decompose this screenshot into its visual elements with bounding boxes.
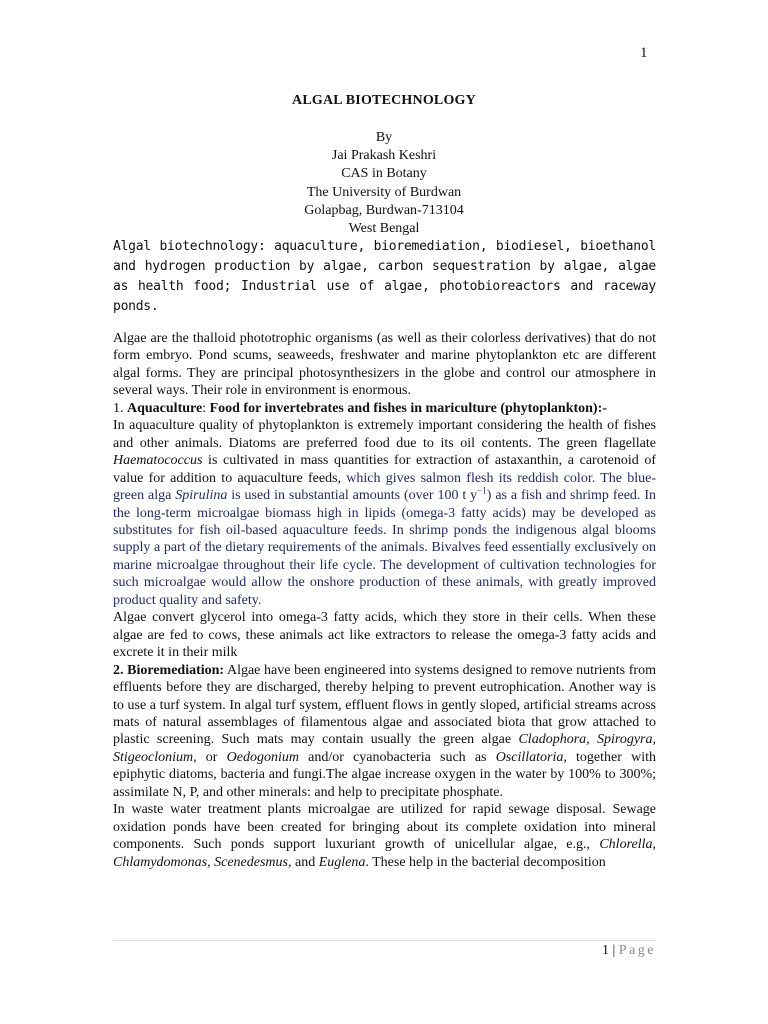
- s2-p2-text-3: . These help in the bacterial decomposition: [365, 854, 606, 870]
- intro-paragraph: Algae are the thalloid phototrophic organisms (as well as their colorless derivatives) that do not form embryo. Pond scums, seaweeds, freshwater and marine phytoplankton etc are different algal forms. They are principal photosynthesizers in the globe and control our atmosphere in several ways. Their role in environment is enormous.: [113, 331, 656, 399]
- s2-p2-italic-euglena: Euglena: [318, 854, 366, 870]
- section-1-colon: :: [202, 400, 210, 416]
- document-title: ALGAL BIOTECHNOLOGY: [292, 93, 476, 108]
- author-dept: CAS in Botany: [341, 166, 427, 182]
- body-text: [113, 330, 656, 871]
- s1-italic-haematococcus: Haematococcus: [113, 453, 203, 469]
- s2-text-3: and/or cyanobacteria such as: [298, 749, 496, 765]
- s2-p2-text-1: In waste water treatment plants microalgae are utilized for rapid sewage disposal. Sewage oxidation ponds have been created for bringing about its complete oxidation into mineral components. Such ponds support luxuriant growth of unicellular algae, e.g.,: [113, 802, 656, 853]
- footer-page-number: 1: [601, 943, 609, 958]
- author-block: [0, 129, 768, 238]
- s2-text-2: or: [196, 749, 227, 765]
- author-by: By: [375, 130, 393, 145]
- header-page-number: 1: [640, 45, 648, 61]
- footer-page-word: Page: [618, 943, 656, 958]
- section-1-heading: [113, 400, 656, 417]
- abstract: Algal biotechnology: aquaculture, bioremediation, biodiesel, bioethanol and hydrogen production by algae, carbon sequestration by algae, algae as health food; Industrial use of algae, photobioreactors and raceway ponds.: [113, 239, 656, 314]
- s2-italic-oedogonium: Oedogonium: [226, 749, 299, 765]
- author-state: West Bengal: [348, 221, 420, 237]
- author-university: The University of Burdwan: [306, 184, 462, 200]
- s2-italic-genera: Cladophora, Spirogyra, Stigeoclonium,: [113, 732, 657, 765]
- s1-text-4: is used in substantial amounts (over 100 t y: [227, 488, 478, 504]
- s2-p2-text-2: and: [291, 854, 319, 870]
- s1-text-3: which gives salmon flesh its reddish color. The blue-green alga: [113, 470, 657, 504]
- footer-page-label: [560, 943, 656, 959]
- section-2-paragraph: [113, 662, 656, 802]
- footer-separator: |: [608, 943, 619, 958]
- section-1-paragraph: [113, 417, 656, 609]
- section-1-number: 1.: [113, 400, 127, 416]
- section-2-paragraph-2: [113, 801, 656, 871]
- s2-text-1: Algae have been engineered into systems designed to remove nutrients from effluents before they are discharged, thereby helping to prevent eutrophication. Another way is to use a turf system. In algal turf system, effluent flows in gently sloped, artificial streams across mats of natural assemblages of filamentous algae and associated biota that grow attached to plastic screening. Such mats may contain usually the green algae: [113, 662, 656, 748]
- s1-text-2: is cultivated in mass quantities for extraction of astaxanthin, a carotenoid of value for addition to aquaculture feeds,: [113, 453, 656, 486]
- s1-text-1: In aquaculture quality of phytoplankton is extremely important considering the health of fishes and other animals. Diatoms are preferred food due to its oil contents. The green flagellate: [113, 418, 656, 451]
- section-1-subtitle: Food for invertebrates and fishes in mariculture (phytoplankton):-: [209, 400, 607, 416]
- s1-text-5: ) as a fish and shrimp feed. In the long-term microalgae biomass high in lipids (omega-3 fatty acids) may be developed as substitutes for fish oil-based aquaculture feeds. In shrimp ponds the indigenous algal blooms supply a part of the dietary requirements of the animals. Bivalves feed essentially exclusively on marine microalgae throughout their life cycle. The development of cultivation technologies for such microalgae would allow the onshore production of these animals, with greatly improved product quality and safety.: [113, 488, 656, 608]
- footer-divider: [113, 940, 656, 941]
- author-address: Golapbag, Burdwan-713104: [304, 202, 464, 218]
- s1-superscript: −1: [477, 485, 487, 496]
- s1-italic-spirulina: Spirulina: [175, 488, 228, 504]
- section-1-paragraph-2: Algae convert glycerol into omega-3 fatty acids, which they store in their cells. When these algae are fed to cows, these animals act like extractors to release the omega-3 fatty acids and excrete it in their milk: [113, 610, 656, 661]
- s2-text-4: , together with epiphytic diatoms, bacteria and fungi.The algae increase oxygen in the water by 100% to 300%; assimilate N, P, and other minerals: and help to precipitate phosphate.: [113, 749, 656, 800]
- section-1-title: Aquaculture: [127, 400, 203, 416]
- section-2-title: 2. Bioremediation:: [113, 662, 225, 678]
- s2-p2-italic-genera: Chlorella, Chlamydomonas, Scenedesmus,: [113, 837, 656, 870]
- s2-italic-oscillatoria: Oscillatoria: [495, 749, 564, 765]
- author-name: Jai Prakash Keshri: [331, 148, 437, 164]
